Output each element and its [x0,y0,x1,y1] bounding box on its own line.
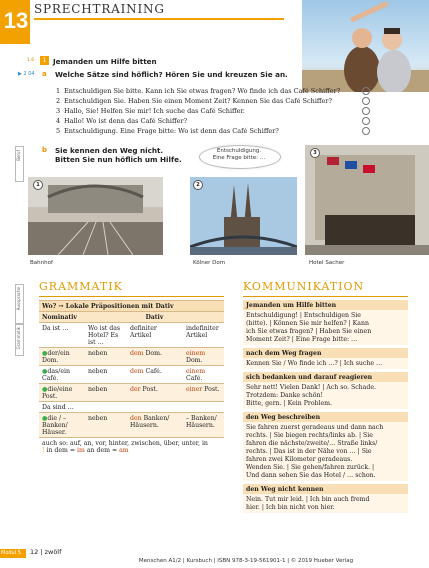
phrase-box-title: sich bedanken und darauf reagieren [243,372,408,382]
sentence-item: 2 Entschuldigen Sie. Haben Sie einen Moment Zeit? Kennen Sie das Café Schiffer? [56,97,332,105]
phrase-box [243,300,408,345]
sentence-item: 5 Entschuldigung. Eine Frage bitte: Wo ist denn das Café Schiffer? [56,127,279,135]
table-row: ●die / – Banken/ Häuser. neben den Banken/ Häusern. – Banken/ Häusern. [39,413,224,438]
sentence-item: 1 Entschuldigen Sie bitte. Kann ich Sie etwas fragen? Wo finde ich das Café Schiffer? [56,87,341,95]
title-rule [34,18,284,20]
photo-caption: Hotel Sacher [309,260,345,266]
task-b-line2: Bitten Sie nun höflich um Hilfe. [55,155,182,164]
side-tab-beruf: Beruf [16,150,21,161]
photo-people-pointing [302,0,429,92]
photo-dom-illustration [190,177,297,255]
section-title: SPRECHTRAINING [34,2,165,16]
kommunikation-heading: KOMMUNIKATION [243,280,365,293]
answer-checkbox[interactable] [362,107,370,115]
phrase-box-body: Sehr nett! Vielen Dank! | Ach so. Schade. Trotzdem: Danke schön! Bitte, gern. | Kein Problem. [243,382,408,409]
photo-people-illustration [302,0,429,92]
page-number: 12 | zwölf [30,548,62,556]
module-tag-label: Modul 5 [1,550,21,556]
kommunikation-column [243,300,408,513]
grammar-note: auch so: auf, an, vor, hinter, zwischen, über, unter, in [42,439,208,447]
sentence-item: 3 Hallo, Sie! Helfen Sie mir! Ich suche das Café Schiffer. [56,107,245,115]
col-header: Nominativ [39,312,85,323]
answer-checkbox[interactable] [362,97,370,105]
phrase-box-title: nach dem Weg fragen [243,348,408,358]
answer-checkbox[interactable] [362,127,370,135]
photo-badge: 1 [33,180,43,190]
table-row: ●die/eine Post. neben der Post. einer Post. [39,384,224,402]
phrase-box [243,372,408,409]
table-row: Da sind … [39,402,224,413]
phrase-box-body: Sie fahren zuerst geradeaus und dann nach rechts. | Sie biegen rechts/links ab. | Sie fahren die nächste/zweite/… Straße links/ rechts. | Das ist in der Nähe von … | Sie fahren zwei Kilometer geradeaus. Wenden Sie. | Sie gehen/fahren zurück. | Und dann sehen Sie das Hotel / … schon. [243,422,408,481]
kommunikation-rule [243,296,408,297]
task-tag: 1.6 [27,58,35,63]
speech-bubble-text: Entschuldigung. Eine Frage bitte: … [212,148,266,161]
task-a-letter: a [42,70,47,78]
table-title: Wo? → Lokale Präpositionen mit Dativ [39,301,224,312]
photo-caption: Bahnhof [30,260,53,266]
task-a-instruction: Welche Sätze sind höflich? Hören Sie und kreuzen Sie an. [55,70,288,79]
phrase-box-title: den Weg beschreiben [243,412,408,422]
task-b-letter: b [42,146,48,154]
table-row: ●der/ein Dom. neben dem Dom. einem Dom. [39,348,224,366]
grammar-contraction: ! in dem = im an dem = am [42,446,129,454]
photo-bahnhof [28,177,163,255]
table-row [39,438,224,456]
task-b-line1: Sie kennen den Weg nicht. [55,146,164,155]
photo-koelner-dom [190,177,297,255]
side-tab-grammatik: Grammatik [16,327,21,350]
side-tab-aussprache: Aussprache [16,287,21,311]
photo-hotel-sacher [305,145,429,255]
phrase-box-body: Nein. Tut mir leid. | Ich bin auch fremd hier. | Ich bin nicht von hier. [243,494,408,513]
answer-checkbox[interactable] [362,117,370,125]
grammatik-rule [39,296,224,297]
grammatik-heading: GRAMMATIK [39,280,123,293]
audio-track[interactable]: ▶ 2 04 [18,71,35,77]
chapter-number: 13 [3,8,29,33]
table-row: Da ist … Wo ist das Hotel? Es ist … definiter Artikel indefiniter Artikel [39,323,224,348]
phrase-box-title: Jemanden um Hilfe bitten [243,300,408,310]
table-row: ●das/ein Café. neben dem Café. einem Café. [39,366,224,384]
phrase-box [243,484,408,513]
photo-badge: 3 [310,148,320,158]
task-number: 1 [40,56,49,65]
answer-checkbox[interactable] [362,87,370,95]
task-title: Jemanden um Hilfe bitten [53,57,157,66]
phrase-box [243,412,408,481]
col-header: Dativ [85,312,224,323]
copyright-line: Menschen A1/2 | Kursbuch | ISBN 978-3-19-561901-1 | © 2019 Hueber Verlag [138,558,354,564]
photo-badge: 2 [193,180,203,190]
phrase-box-title: den Weg nicht kennen [243,484,408,494]
phrase-box [243,348,408,369]
grammar-table [39,300,224,455]
phrase-box-body: Entschuldigung! | Entschuldigen Sie (bitte). | Können Sie mir helfen? | Kann ich Sie etwas fragen? | Haben Sie einen Moment Zeit? | Eine Frage bitte: … [243,310,408,345]
sentence-item: 4 Hallo! Wo ist denn das Café Schiffer? [56,117,188,125]
phrase-box-body: Kennen Sie / Wo finde ich …? | Ich suche … [243,358,408,369]
photo-hotel-illustration [305,145,429,255]
photo-caption: Kölner Dom [193,260,226,266]
photo-bahnhof-illustration [28,177,163,255]
